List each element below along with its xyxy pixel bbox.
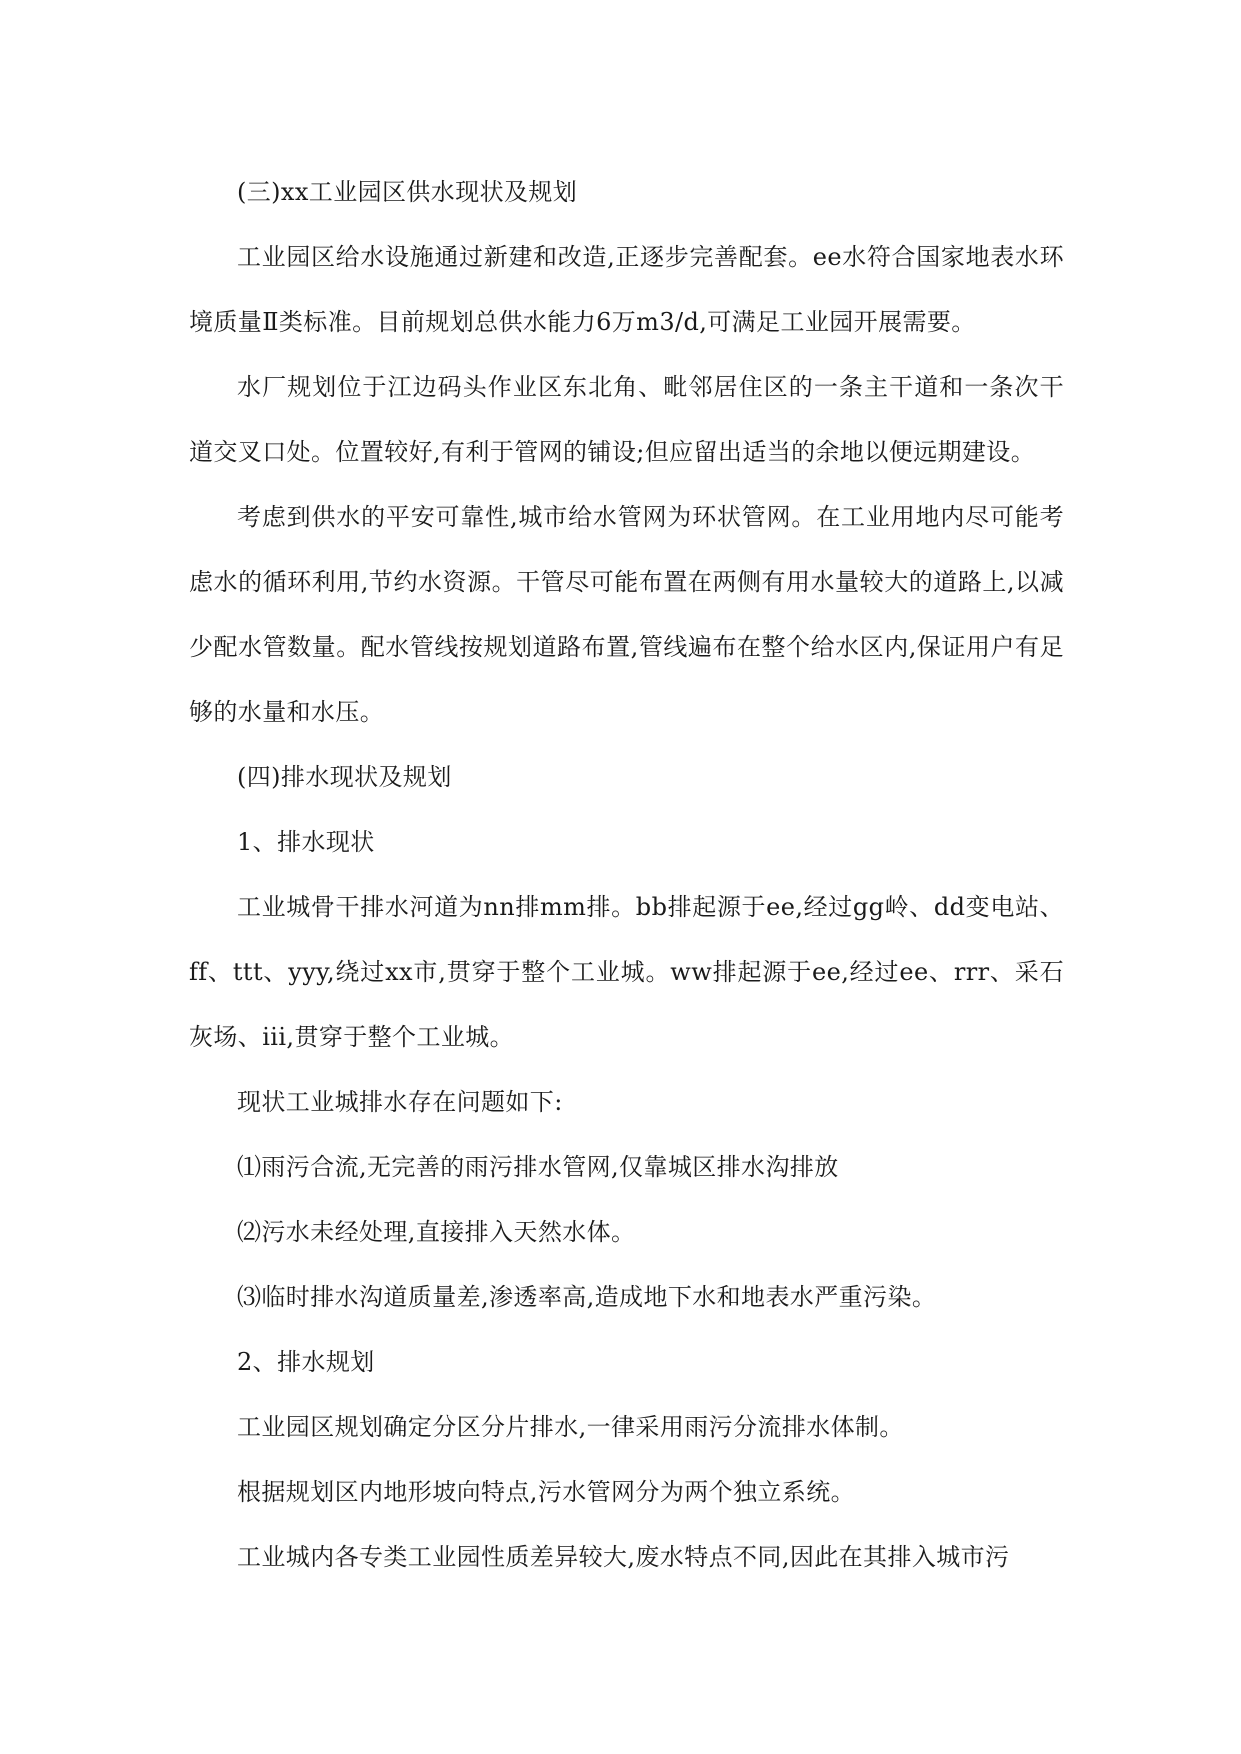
list-item-problem-2: ⑵污水未经处理,直接排入天然水体。 bbox=[237, 1218, 636, 1246]
subheading-drainage-plan: 2、排水规划 bbox=[237, 1348, 375, 1376]
paragraph-drainage-rivers: 工业城骨干排水河道为nn排mm排。bb排起源于ee,经过gg岭、dd变电站、ff、ttt、yyy,绕过xx市,贯穿于整个工业城。ww排起源于ee,经过ee、rrr、采石灰场、iii,贯穿于整个工业城。 bbox=[189, 893, 1064, 1051]
paragraph-water-plant-location: 水厂规划位于江边码头作业区东北角、毗邻居住区的一条主干道和一条次干道交叉口处。位置较好,有利于管网的铺设;但应留出适当的余地以便远期建设。 bbox=[189, 373, 1064, 466]
section-heading-water-supply: (三)xx工业园区供水现状及规划 bbox=[237, 178, 578, 206]
section-heading-drainage: (四)排水现状及规划 bbox=[237, 763, 452, 791]
paragraph-pipe-network: 考虑到供水的平安可靠性,城市给水管网为环状管网。在工业用地内尽可能考虑水的循环利用,节约水资源。干管尽可能布置在两侧有用水量较大的道路上,以减少配水管数量。配水管线按规划道路布置,管线遍布在整个给水区内,保证用户有足够的水量和水压。 bbox=[189, 503, 1064, 726]
paragraph-drainage-problems-intro: 现状工业城排水存在问题如下: bbox=[237, 1088, 563, 1116]
list-item-problem-1: ⑴雨污合流,无完善的雨污排水管网,仅靠城区排水沟排放 bbox=[237, 1153, 839, 1181]
paragraph-drainage-system: 工业园区规划确定分区分片排水,一律采用雨污分流排水体制。 bbox=[237, 1413, 904, 1441]
subheading-drainage-status: 1、排水现状 bbox=[237, 828, 375, 856]
paragraph-water-facilities: 工业园区给水设施通过新建和改造,正逐步完善配套。ee水符合国家地表水环境质量Ⅱ类标准。目前规划总供水能力6万m3/d,可满足工业园开展需要。 bbox=[189, 243, 1064, 336]
list-item-problem-3: ⑶临时排水沟道质量差,渗透率高,造成地下水和地表水严重污染。 bbox=[237, 1283, 937, 1311]
document-body bbox=[189, 160, 1064, 1590]
paragraph-sewage-network: 根据规划区内地形坡向特点,污水管网分为两个独立系统。 bbox=[237, 1478, 856, 1506]
paragraph-industrial-wastewater: 工业城内各专类工业园性质差异较大,废水特点不同,因此在其排入城市污 bbox=[237, 1543, 1010, 1571]
